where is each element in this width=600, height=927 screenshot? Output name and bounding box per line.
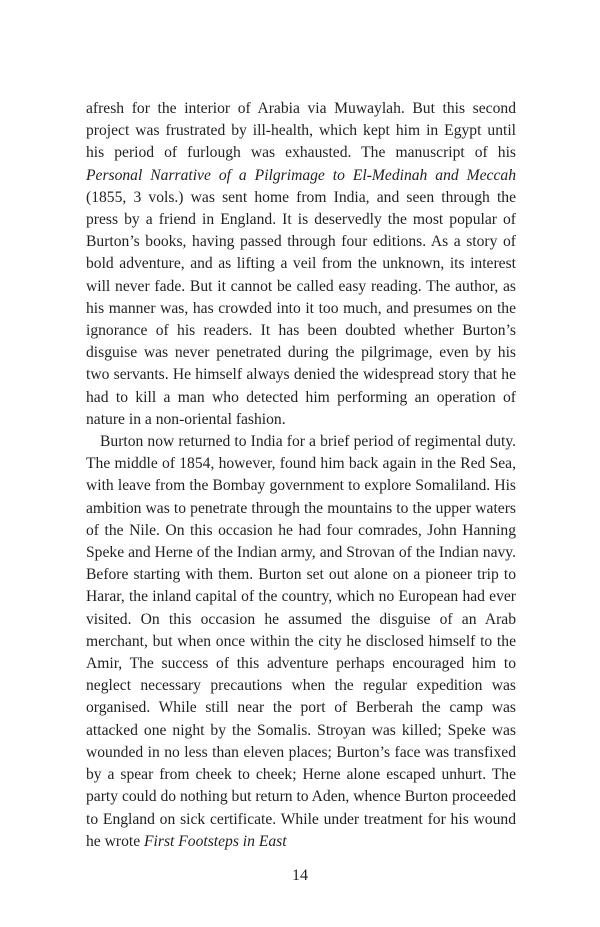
book-title: Personal Narrative of a Pilgrimage to El-Medinah and Meccah xyxy=(86,166,516,184)
body-text xyxy=(86,98,516,853)
paragraph-text: Burton now returned to India for a brief period of regimental duty. The middle of 1854, however, found him back again in the Red Sea, with leave from the Bombay government to explore Somaliland. His ambition was to penetrate through the mountains to the upper waters of the Nile. On this occasion he had four comrades, John Hanning Speke and Herne of the Indian army, and Strovan of the Indian navy. Before starting with them. Burton set out alone on a pioneer trip to Harar, the inland capital of the country, which no European had ever visited. On this occasion he assumed the disguise of an Arab merchant, but when once within the city he disclosed himself to the Amir, The success of this adventure perhaps encouraged him to neglect necessary precautions when the regular expedition was organised. While still near the port of Berberah the camp was attacked one night by the Somalis. Stroyan was killed; Speke was wounded in no less than eleven places; Burton’s face was transfixed by a spear from cheek to cheek; Herne alone escaped unhurt. The party could do nothing but return to Aden, whence Burton proceeded to England on sick certificate. While under treatment for his wound he wrote xyxy=(86,433,517,850)
paragraph xyxy=(86,431,516,853)
paragraph-text: afresh for the interior of Arabia via Muwaylah. But this second project was frustrated by ill-health, which kept him in Egypt until his period of furlough was exhausted. The manuscript of his xyxy=(86,100,516,162)
paragraph xyxy=(86,98,516,431)
paragraph-text: (1855, 3 vols.) was sent home from India, and seen through the press by a friend in England. It is deservedly the most popular of Burton’s books, having passed through four editions. As a story of bold adventure, and as lifting a veil from the unknown, its interest will never fade. But it cannot be called easy reading. The author, as his manner was, has crowded into it too much, and presumes on the ignorance of his readers. It has been doubted whether Burton’s disguise was never penetrated during the pilgrimage, even by his two servants. He himself always denied the widespread story that he had to kill a man who detected him performing an operation of nature in a non-oriental fashion. xyxy=(86,188,516,428)
page-number: 14 xyxy=(292,867,308,884)
book-title: First Footsteps in East xyxy=(144,832,287,850)
